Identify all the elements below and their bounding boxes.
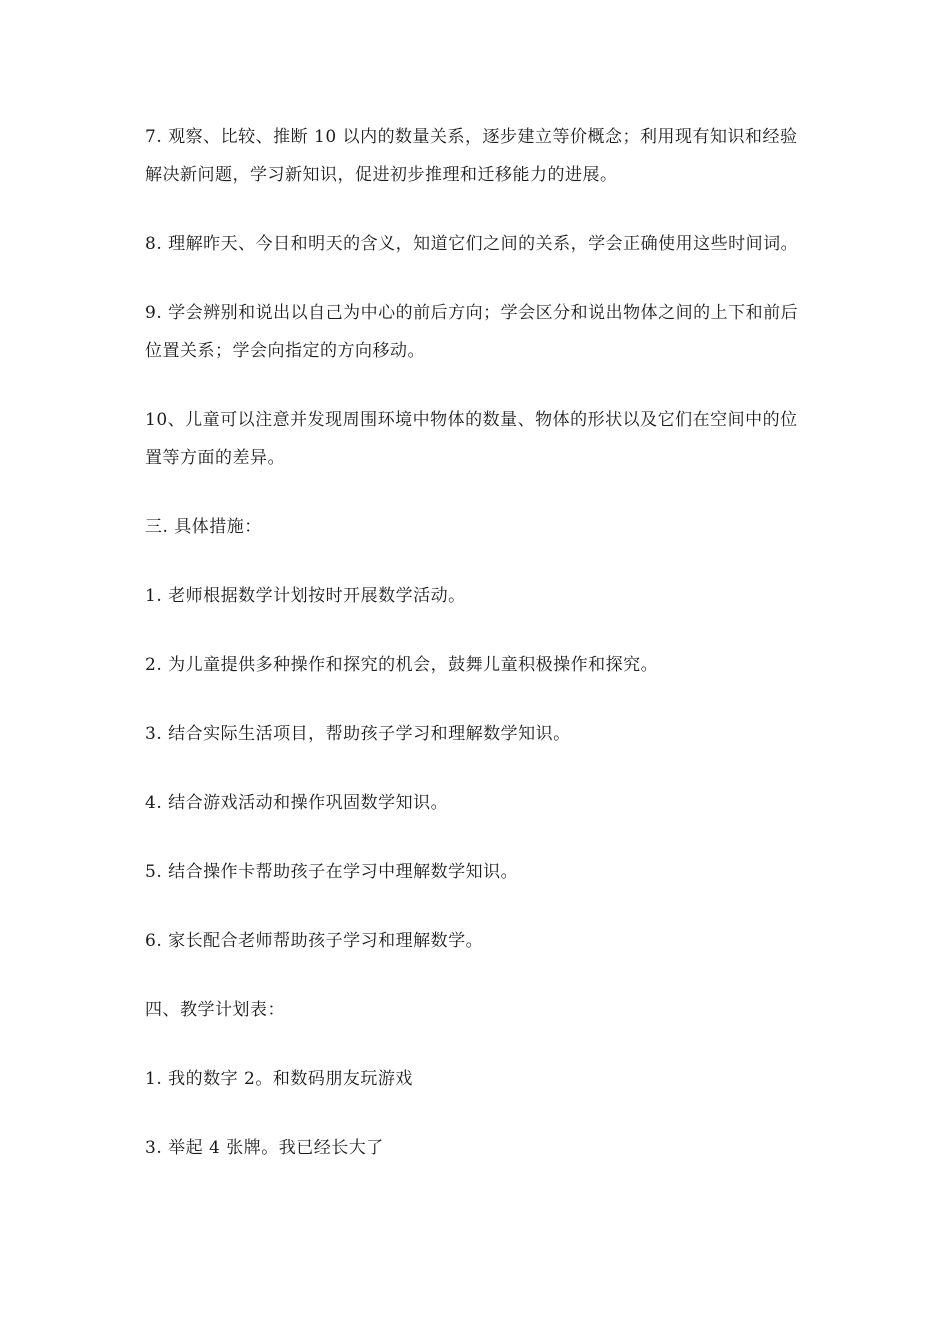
plan-item: 1. 我的数字 2。和数码朋友玩游戏 — [145, 1069, 413, 1089]
section-heading-measures: 三. 具体措施： — [145, 517, 262, 537]
goal-paragraph-7: 7. 观察、比较、推断 10 以内的数量关系，逐步建立等价概念；利用现有知识和经验解决新问题，学习新知识，促进初步推理和迁移能力的进展。 — [145, 127, 798, 185]
section-heading-plan-table: 四、教学计划表： — [145, 1000, 285, 1020]
measure-item: 3. 结合实际生活项目，帮助孩子学习和理解数学知识。 — [145, 724, 571, 744]
plan-item: 3. 举起 4 张牌。我已经长大了 — [145, 1138, 384, 1158]
measure-item: 5. 结合操作卡帮助孩子在学习中理解数学知识。 — [145, 862, 519, 882]
goal-paragraph-9: 9. 学会辨别和说出以自己为中心的前后方向；学会区分和说出物体之间的上下和前后位置关系；学会向指定的方向移动。 — [145, 303, 799, 361]
document-body — [145, 118, 810, 1198]
measure-item: 4. 结合游戏活动和操作巩固数学知识。 — [145, 793, 449, 813]
measure-item: 1. 老师根据数学计划按时开展数学活动。 — [145, 586, 466, 606]
measure-item: 2. 为儿童提供多种操作和探究的机会，鼓舞儿童积极操作和探究。 — [145, 655, 659, 675]
goal-paragraph-10: 10、儿童可以注意并发现周围环境中物体的数量、物体的形状以及它们在空间中的位置等方面的差异。 — [145, 410, 798, 468]
measure-item: 6. 家长配合老师帮助孩子学习和理解数学。 — [145, 931, 484, 951]
goal-paragraph-8: 8. 理解昨天、今日和明天的含义，知道它们之间的关系，学会正确使用这些时间词。 — [145, 234, 799, 254]
